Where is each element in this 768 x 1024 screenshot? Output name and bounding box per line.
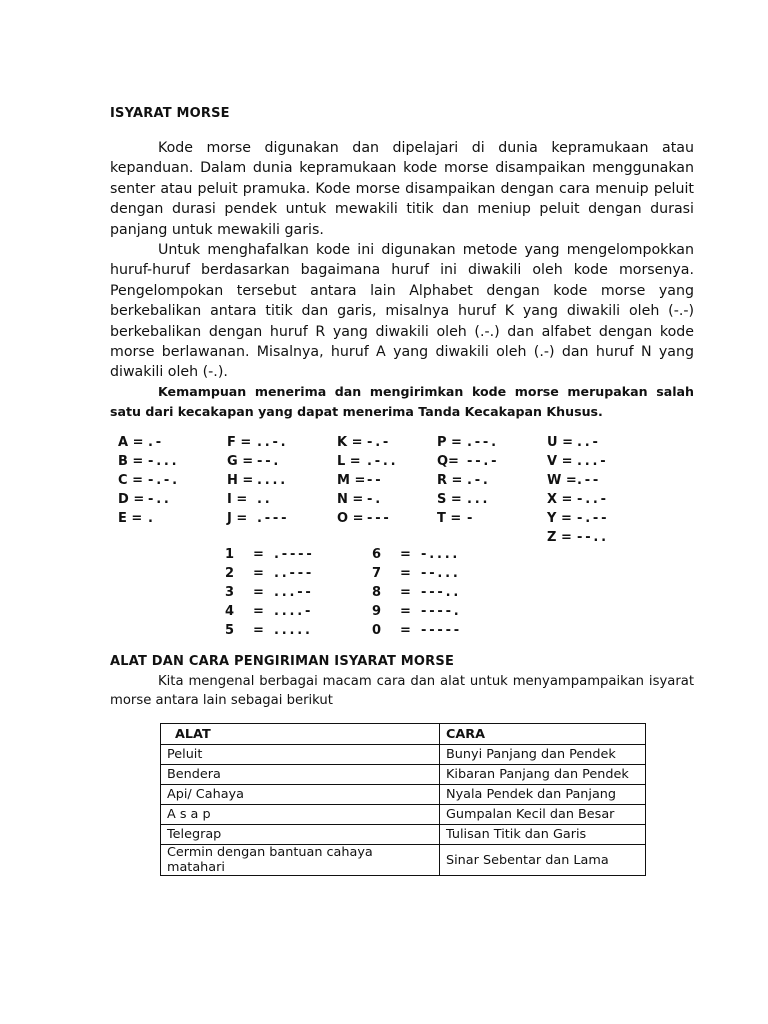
morse-row: [227, 509, 327, 528]
section-paragraph: Kita mengenal berbagai macam cara dan alat untuk menyampampaikan isyarat morse antara lain sebagai berikut: [110, 674, 694, 708]
paragraph-2: Untuk menghafalkan kode ini digunakan metode yang mengelompokkan huruf-huruf berdasarkan bagaimana huruf ini diwakili oleh kode morsenya. Pengelompokan tersebut antara lain Alphabet dengan kode morse yang berkebalikan antara titik dan garis, misalnya huruf K yang diwakili oleh (-.-) berkebalikan dengan huruf R yang diwakili oleh (.-.) dan alfabet dengan kode morse berlawanan. Misalnya, huruf A yang diwakili oleh (.-) dan huruf N yang diwakili oleh (-.).: [110, 242, 694, 381]
morse-code: .-: [148, 435, 164, 450]
table-row: [161, 785, 646, 805]
morse-letter: M =: [337, 473, 366, 488]
number-row: [372, 583, 502, 602]
morse-number-column-1: [225, 545, 355, 640]
morse-letter: N =: [337, 492, 364, 507]
table-row: [161, 845, 646, 876]
morse-row: [118, 471, 218, 490]
morse-code: --.: [257, 454, 282, 469]
morse-code: ..: [257, 492, 273, 507]
number-row: [225, 602, 355, 621]
morse-number-column-2: [372, 545, 502, 640]
number-row: [225, 564, 355, 583]
morse-code: ..-.: [257, 435, 289, 450]
table-row: [161, 825, 646, 845]
morse-letter-column-1: [118, 433, 218, 528]
table-cell: Tulisan Titik dan Garis: [440, 825, 646, 845]
table-cell: Bunyi Panjang dan Pendek: [440, 745, 646, 765]
morse-code: -.--: [577, 511, 610, 526]
page-title: ISYARAT MORSE: [110, 106, 230, 121]
morse-code: .: [148, 511, 156, 526]
morse-row: [337, 490, 437, 509]
table-cell: A s a p: [161, 805, 440, 825]
number-row: [225, 545, 355, 564]
morse-row: [547, 509, 647, 528]
table-header-cara: CARA: [440, 724, 646, 745]
morse-letter: P =: [437, 435, 462, 450]
morse-letter: C =: [118, 473, 143, 488]
number-row: [372, 602, 502, 621]
table-row: [161, 805, 646, 825]
morse-row: [227, 452, 327, 471]
table-cell: Gumpalan Kecil dan Besar: [440, 805, 646, 825]
morse-code: = .....: [253, 623, 313, 638]
section-title: ALAT DAN CARA PENGIRIMAN ISYARAT MORSE: [110, 654, 455, 669]
morse-code: = -----: [400, 623, 462, 638]
morse-code: --..: [577, 530, 609, 545]
morse-letter: F =: [227, 435, 252, 450]
morse-row: [227, 471, 327, 490]
morse-letter: V =: [547, 454, 573, 469]
morse-row: [118, 490, 218, 509]
morse-digit: 4: [225, 604, 235, 619]
morse-row: [337, 452, 437, 471]
morse-row: [547, 433, 647, 452]
table-row: [161, 745, 646, 765]
morse-code: .--: [577, 473, 602, 488]
morse-row: [437, 452, 537, 471]
paragraph-1: Kode morse digunakan dan dipelajari di dunia kepramukaan atau kepanduan. Dalam dunia kepramukaan kode morse disampaikan menggunakan senter atau peluit pramuka. Kode morse disampaikan dengan cara menuip peluit dengan durasi pendek untuk mewakili titik dan meniup peluit dengan durasi panjang untuk mewakili garis.: [110, 140, 694, 238]
morse-letter-column-2: [227, 433, 327, 528]
morse-letter: L =: [337, 454, 361, 469]
table-cell: Api/ Cahaya: [161, 785, 440, 805]
morse-letter: T =: [437, 511, 462, 526]
morse-row: [337, 471, 437, 490]
morse-letter-column-5: [547, 433, 647, 547]
morse-letter: W =: [547, 473, 577, 488]
morse-row: [547, 471, 647, 490]
table-cell: Cermin dengan bantuan cahaya matahari: [161, 845, 440, 876]
morse-digit: 6: [372, 547, 382, 562]
morse-letter: A =: [118, 435, 144, 450]
morse-letter: R =: [437, 473, 463, 488]
morse-row: [437, 490, 537, 509]
table-header-row: [161, 724, 646, 745]
bold-paragraph: Kemampuan menerima dan mengirimkan kode morse merupakan salah satu dari kecakapan yang dapat menerima Tanda Kecakapan Khusus.: [110, 384, 694, 419]
morse-digit: 8: [372, 585, 382, 600]
morse-letter: U =: [547, 435, 573, 450]
morse-row: [547, 452, 647, 471]
morse-letter: Z =: [547, 530, 572, 545]
number-row: [372, 564, 502, 583]
morse-code: -.-: [367, 435, 392, 450]
table-cell: Bendera: [161, 765, 440, 785]
morse-row: [337, 433, 437, 452]
morse-letter: G =: [227, 454, 254, 469]
table-cell: Telegrap: [161, 825, 440, 845]
morse-row: [437, 433, 537, 452]
morse-code: = ....-: [253, 604, 314, 619]
morse-row: [337, 509, 437, 528]
table-row: [161, 765, 646, 785]
morse-letter: J =: [227, 511, 248, 526]
morse-letter: Q=: [437, 454, 459, 469]
morse-row: [437, 509, 537, 528]
morse-code: .---: [257, 511, 290, 526]
morse-row: [118, 509, 218, 528]
morse-code: -: [467, 511, 476, 526]
table-cell: Kibaran Panjang dan Pendek: [440, 765, 646, 785]
number-row: [225, 583, 355, 602]
morse-row: [547, 528, 647, 547]
morse-code: -...: [148, 454, 180, 469]
morse-code: ..-: [577, 435, 601, 450]
morse-row: [227, 433, 327, 452]
morse-code: ...: [467, 492, 491, 507]
table-header-alat: ALAT: [161, 724, 440, 745]
morse-letter: I =: [227, 492, 248, 507]
morse-code: ...-: [577, 454, 609, 469]
morse-letter: S =: [437, 492, 462, 507]
morse-digit: 5: [225, 623, 235, 638]
morse-letter-column-3: [337, 433, 437, 528]
morse-digit: 9: [372, 604, 382, 619]
morse-code: ....: [257, 473, 288, 488]
morse-code: -..: [148, 492, 172, 507]
table-cell: Peluit: [161, 745, 440, 765]
morse-code: = ----.: [400, 604, 462, 619]
morse-digit: 2: [225, 566, 235, 581]
morse-letter-column-4: [437, 433, 537, 528]
morse-row: [118, 433, 218, 452]
table-cell: Sinar Sebentar dan Lama: [440, 845, 646, 876]
morse-code: = -....: [400, 547, 461, 562]
morse-code: .-..: [367, 454, 399, 469]
morse-letter: E =: [118, 511, 143, 526]
morse-code: -.-.: [148, 473, 180, 488]
number-row: [372, 545, 502, 564]
morse-letter: O =: [337, 511, 364, 526]
morse-row: [118, 452, 218, 471]
morse-code: -.: [367, 492, 383, 507]
morse-code: = --...: [400, 566, 461, 581]
morse-letter: H =: [227, 473, 254, 488]
morse-code: --: [367, 473, 384, 488]
morse-row: [547, 490, 647, 509]
table-cell: Nyala Pendek dan Panjang: [440, 785, 646, 805]
morse-row: [227, 490, 327, 509]
morse-letter: D =: [118, 492, 145, 507]
morse-code: --.-: [467, 454, 500, 469]
morse-row: [437, 471, 537, 490]
morse-letter: B =: [118, 454, 144, 469]
morse-code: .--.: [467, 435, 499, 450]
morse-code: -..-: [577, 492, 609, 507]
tools-table: [160, 723, 646, 876]
morse-digit: 3: [225, 585, 235, 600]
morse-letter: K =: [337, 435, 363, 450]
morse-code: = ...--: [253, 585, 314, 600]
morse-code: = ..---: [253, 566, 315, 581]
morse-letter: X =: [547, 492, 573, 507]
morse-digit: 1: [225, 547, 235, 562]
morse-digit: 7: [372, 566, 382, 581]
morse-code: ---: [367, 511, 392, 526]
number-row: [372, 621, 502, 640]
morse-digit: 0: [372, 623, 382, 638]
morse-letter: Y =: [547, 511, 572, 526]
number-row: [225, 621, 355, 640]
morse-code: .-.: [467, 473, 491, 488]
morse-code: = ---..: [400, 585, 462, 600]
morse-code: = .----: [253, 547, 315, 562]
